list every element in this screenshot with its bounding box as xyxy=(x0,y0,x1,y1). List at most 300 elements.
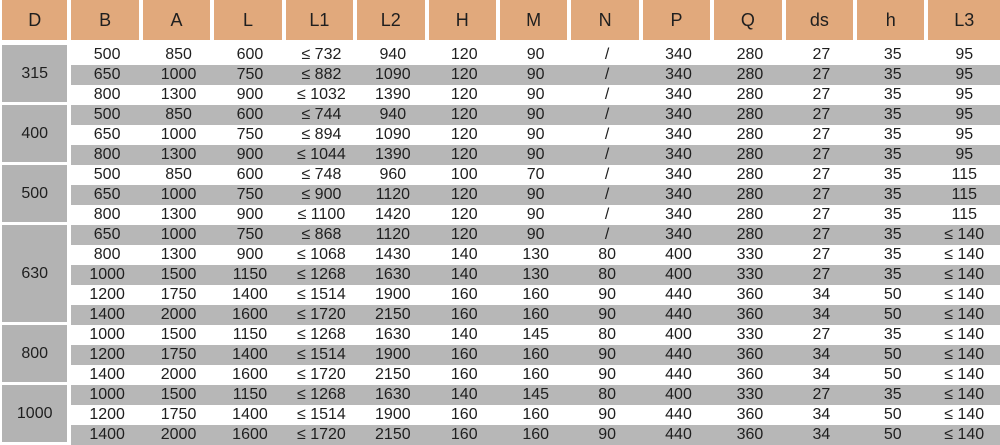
table-cell: 1000 xyxy=(71,265,142,285)
table-cell: 34 xyxy=(786,425,857,445)
table-cell: 27 xyxy=(786,205,857,225)
table-cell: 90 xyxy=(571,405,642,425)
table-cell: 1000 xyxy=(71,385,142,405)
table-cell: 440 xyxy=(643,425,714,445)
table-cell: 27 xyxy=(786,245,857,265)
table-cell: 130 xyxy=(500,245,571,265)
table-body xyxy=(0,45,1000,445)
table-cell: 340 xyxy=(643,105,714,125)
table-cell: 95 xyxy=(928,145,1000,165)
table-cell: 95 xyxy=(928,125,1000,145)
table-cell: ≤ 1068 xyxy=(286,245,357,265)
table-cell: ≤ 1720 xyxy=(286,365,357,385)
table-cell: 160 xyxy=(500,345,571,365)
table-cell: 27 xyxy=(786,225,857,245)
table-cell: 1120 xyxy=(357,185,428,205)
table-cell: 145 xyxy=(500,325,571,345)
table-cell: 115 xyxy=(928,185,1000,205)
table-cell: 130 xyxy=(500,265,571,285)
table-cell: 120 xyxy=(429,105,500,125)
table-row xyxy=(0,85,1000,105)
table-cell: 1120 xyxy=(357,225,428,245)
table-cell: 280 xyxy=(714,65,785,85)
table-cell: 90 xyxy=(571,305,642,325)
table-row xyxy=(0,105,1000,125)
column-header-a: A xyxy=(143,0,214,45)
table-cell: 50 xyxy=(857,425,928,445)
table-cell: 90 xyxy=(500,225,571,245)
table-cell: 27 xyxy=(786,65,857,85)
table-cell: 600 xyxy=(214,105,285,125)
table-cell: 1500 xyxy=(143,265,214,285)
table-cell: 280 xyxy=(714,125,785,145)
table-cell: ≤ 140 xyxy=(928,225,1000,245)
table-cell: 90 xyxy=(571,425,642,445)
table-cell: 280 xyxy=(714,165,785,185)
table-cell: 34 xyxy=(786,285,857,305)
table-cell: 35 xyxy=(857,45,928,65)
table-header xyxy=(0,0,1000,45)
table-cell: 330 xyxy=(714,385,785,405)
table-cell: 160 xyxy=(500,285,571,305)
table-cell: 90 xyxy=(500,205,571,225)
table-row xyxy=(0,125,1000,145)
table-cell: 280 xyxy=(714,45,785,65)
table-cell: 80 xyxy=(571,245,642,265)
table-cell: 750 xyxy=(214,185,285,205)
table-cell: 1400 xyxy=(214,345,285,365)
table-cell: 400 xyxy=(643,385,714,405)
table-cell: ≤ 1514 xyxy=(286,405,357,425)
table-cell: 160 xyxy=(429,425,500,445)
table-cell: 1400 xyxy=(214,405,285,425)
table-cell: 440 xyxy=(643,305,714,325)
table-cell: 360 xyxy=(714,285,785,305)
table-cell: 400 xyxy=(643,265,714,285)
table-cell: 2150 xyxy=(357,425,428,445)
table-cell: 34 xyxy=(786,365,857,385)
table-cell: 1200 xyxy=(71,345,142,365)
table-cell: 50 xyxy=(857,305,928,325)
table-cell: ≤ 140 xyxy=(928,285,1000,305)
table-cell: 120 xyxy=(429,65,500,85)
table-cell: 750 xyxy=(214,65,285,85)
table-cell: 340 xyxy=(643,45,714,65)
table-cell: 650 xyxy=(71,125,142,145)
table-cell: 1300 xyxy=(143,245,214,265)
table-cell: 50 xyxy=(857,345,928,365)
table-cell: / xyxy=(571,165,642,185)
table-cell: 35 xyxy=(857,185,928,205)
column-header-l2: L2 xyxy=(357,0,428,45)
table-cell: 650 xyxy=(71,185,142,205)
table-cell: 160 xyxy=(500,305,571,325)
table-cell: / xyxy=(571,65,642,85)
table-cell: 50 xyxy=(857,365,928,385)
table-cell: ≤ 894 xyxy=(286,125,357,145)
table-cell: 160 xyxy=(429,365,500,385)
table-cell: 650 xyxy=(71,225,142,245)
table-row xyxy=(0,205,1000,225)
table-cell: 2150 xyxy=(357,365,428,385)
table-cell: 35 xyxy=(857,205,928,225)
table-cell: 1500 xyxy=(143,325,214,345)
table-cell: 1600 xyxy=(214,365,285,385)
table-cell: 140 xyxy=(429,245,500,265)
table-cell: 35 xyxy=(857,145,928,165)
header-row xyxy=(0,0,1000,45)
table-cell: 280 xyxy=(714,105,785,125)
table-cell: / xyxy=(571,45,642,65)
group-cell-d: 630 xyxy=(0,225,71,325)
table-cell: 35 xyxy=(857,65,928,85)
table-row xyxy=(0,325,1000,345)
table-cell: 280 xyxy=(714,205,785,225)
column-header-l1: L1 xyxy=(286,0,357,45)
table-cell: 90 xyxy=(571,365,642,385)
table-cell: / xyxy=(571,225,642,245)
table-cell: ≤ 868 xyxy=(286,225,357,245)
table-cell: / xyxy=(571,125,642,145)
table-cell: 27 xyxy=(786,325,857,345)
column-header-h: h xyxy=(857,0,928,45)
table-cell: 1200 xyxy=(71,405,142,425)
table-cell: / xyxy=(571,85,642,105)
table-cell: ≤ 140 xyxy=(928,245,1000,265)
table-cell: 280 xyxy=(714,85,785,105)
table-cell: 1900 xyxy=(357,405,428,425)
table-cell: 850 xyxy=(143,45,214,65)
group-cell-d: 500 xyxy=(0,165,71,225)
table-cell: ≤ 140 xyxy=(928,305,1000,325)
table-cell: 1750 xyxy=(143,345,214,365)
table-cell: 2000 xyxy=(143,365,214,385)
table-cell: 1390 xyxy=(357,145,428,165)
table-cell: 1630 xyxy=(357,265,428,285)
table-cell: 280 xyxy=(714,225,785,245)
table-cell: 1150 xyxy=(214,385,285,405)
table-cell: 120 xyxy=(429,205,500,225)
table-cell: 1300 xyxy=(143,145,214,165)
table-cell: 2000 xyxy=(143,305,214,325)
table-cell: 1900 xyxy=(357,285,428,305)
table-cell: 1000 xyxy=(143,65,214,85)
table-cell: 35 xyxy=(857,245,928,265)
table-cell: 360 xyxy=(714,405,785,425)
table-cell: 160 xyxy=(429,305,500,325)
table-cell: 440 xyxy=(643,405,714,425)
group-cell-d: 800 xyxy=(0,325,71,385)
table-cell: 80 xyxy=(571,385,642,405)
table-cell: 330 xyxy=(714,265,785,285)
table-cell: ≤ 140 xyxy=(928,265,1000,285)
table-cell: 27 xyxy=(786,125,857,145)
table-cell: 1400 xyxy=(71,305,142,325)
table-cell: 115 xyxy=(928,165,1000,185)
table-cell: / xyxy=(571,205,642,225)
table-cell: 1900 xyxy=(357,345,428,365)
table-cell: 650 xyxy=(71,65,142,85)
table-row xyxy=(0,245,1000,265)
table-cell: 27 xyxy=(786,265,857,285)
table-cell: 940 xyxy=(357,105,428,125)
column-header-l: L xyxy=(214,0,285,45)
group-cell-d: 1000 xyxy=(0,385,71,445)
table-row xyxy=(0,285,1000,305)
table-cell: 400 xyxy=(643,325,714,345)
table-cell: 160 xyxy=(429,285,500,305)
table-cell: 140 xyxy=(429,265,500,285)
table-cell: ≤ 1268 xyxy=(286,325,357,345)
table-cell: ≤ 1044 xyxy=(286,145,357,165)
table-cell: ≤ 1720 xyxy=(286,305,357,325)
table-cell: 900 xyxy=(214,205,285,225)
table-cell: ≤ 140 xyxy=(928,365,1000,385)
table-cell: 500 xyxy=(71,165,142,185)
table-cell: 330 xyxy=(714,325,785,345)
table-cell: 330 xyxy=(714,245,785,265)
table-cell: 440 xyxy=(643,285,714,305)
table-cell: 95 xyxy=(928,105,1000,125)
table-cell: 940 xyxy=(357,45,428,65)
table-cell: 35 xyxy=(857,165,928,185)
table-cell: 50 xyxy=(857,285,928,305)
table-cell: 960 xyxy=(357,165,428,185)
table-cell: 90 xyxy=(500,105,571,125)
table-cell: 145 xyxy=(500,385,571,405)
table-cell: 160 xyxy=(500,425,571,445)
table-cell: 400 xyxy=(643,245,714,265)
table-cell: 120 xyxy=(429,85,500,105)
table-cell: 90 xyxy=(500,45,571,65)
table-cell: 2150 xyxy=(357,305,428,325)
table-cell: 340 xyxy=(643,65,714,85)
table-cell: 800 xyxy=(71,205,142,225)
table-cell: 500 xyxy=(71,45,142,65)
table-cell: 160 xyxy=(429,345,500,365)
table-row xyxy=(0,405,1000,425)
table-row xyxy=(0,65,1000,85)
table-cell: 360 xyxy=(714,425,785,445)
table-cell: 27 xyxy=(786,385,857,405)
table-cell: 35 xyxy=(857,325,928,345)
table-cell: 35 xyxy=(857,385,928,405)
column-header-d: D xyxy=(0,0,71,45)
table-cell: 1000 xyxy=(143,185,214,205)
table-cell: ≤ 140 xyxy=(928,405,1000,425)
table-cell: 35 xyxy=(857,225,928,245)
table-cell: 90 xyxy=(500,145,571,165)
table-cell: 35 xyxy=(857,105,928,125)
table-cell: 1630 xyxy=(357,385,428,405)
table-cell: ≤ 748 xyxy=(286,165,357,185)
column-header-ds: ds xyxy=(786,0,857,45)
table-cell: 120 xyxy=(429,125,500,145)
table-cell: 70 xyxy=(500,165,571,185)
table-cell: 27 xyxy=(786,45,857,65)
table-cell: 1090 xyxy=(357,65,428,85)
table-cell: 80 xyxy=(571,265,642,285)
table-cell: 1750 xyxy=(143,405,214,425)
table-cell: 1500 xyxy=(143,385,214,405)
table-row xyxy=(0,265,1000,285)
table-cell: 340 xyxy=(643,225,714,245)
table-cell: ≤ 900 xyxy=(286,185,357,205)
table-cell: 35 xyxy=(857,125,928,145)
table-cell: 90 xyxy=(500,125,571,145)
group-cell-d: 315 xyxy=(0,45,71,105)
table-cell: ≤ 140 xyxy=(928,325,1000,345)
column-header-n: N xyxy=(571,0,642,45)
table-cell: / xyxy=(571,145,642,165)
table-cell: ≤ 744 xyxy=(286,105,357,125)
table-cell: ≤ 1268 xyxy=(286,265,357,285)
table-cell: 90 xyxy=(500,85,571,105)
table-cell: 27 xyxy=(786,145,857,165)
table-cell: 1000 xyxy=(143,125,214,145)
table-cell: 1400 xyxy=(71,425,142,445)
table-cell: 440 xyxy=(643,345,714,365)
table-cell: 280 xyxy=(714,145,785,165)
table-cell: / xyxy=(571,105,642,125)
table-cell: 160 xyxy=(429,405,500,425)
table-cell: 95 xyxy=(928,45,1000,65)
column-header-p: P xyxy=(643,0,714,45)
table-cell: 500 xyxy=(71,105,142,125)
table-cell: 27 xyxy=(786,105,857,125)
table-cell: 340 xyxy=(643,85,714,105)
table-cell: 340 xyxy=(643,165,714,185)
table-cell: 2000 xyxy=(143,425,214,445)
table-cell: 1400 xyxy=(71,365,142,385)
table-cell: ≤ 1514 xyxy=(286,285,357,305)
table-row xyxy=(0,385,1000,405)
table-cell: 120 xyxy=(429,45,500,65)
table-cell: 360 xyxy=(714,365,785,385)
table-cell: 160 xyxy=(500,405,571,425)
table-cell: 360 xyxy=(714,305,785,325)
table-cell: 34 xyxy=(786,345,857,365)
table-cell: 27 xyxy=(786,185,857,205)
table-cell: / xyxy=(571,185,642,205)
table-cell: ≤ 140 xyxy=(928,425,1000,445)
column-header-l3: L3 xyxy=(928,0,1000,45)
table-cell: 140 xyxy=(429,325,500,345)
table-cell: 140 xyxy=(429,385,500,405)
table-cell: 90 xyxy=(571,285,642,305)
table-cell: 1150 xyxy=(214,325,285,345)
table-cell: 90 xyxy=(571,345,642,365)
table-cell: 800 xyxy=(71,245,142,265)
table-row xyxy=(0,185,1000,205)
table-cell: 280 xyxy=(714,185,785,205)
table-cell: 34 xyxy=(786,305,857,325)
table-cell: 360 xyxy=(714,345,785,365)
table-cell: 900 xyxy=(214,145,285,165)
table-cell: 1300 xyxy=(143,85,214,105)
table-cell: ≤ 882 xyxy=(286,65,357,85)
table-cell: 27 xyxy=(786,165,857,185)
table-cell: 340 xyxy=(643,125,714,145)
column-header-m: M xyxy=(500,0,571,45)
table-row xyxy=(0,305,1000,325)
table-cell: 750 xyxy=(214,225,285,245)
table-cell: ≤ 1514 xyxy=(286,345,357,365)
table-cell: 90 xyxy=(500,185,571,205)
table-row xyxy=(0,145,1000,165)
table-cell: 1420 xyxy=(357,205,428,225)
table-cell: 1430 xyxy=(357,245,428,265)
table-cell: 1400 xyxy=(214,285,285,305)
table-cell: 1000 xyxy=(143,225,214,245)
column-header-q: Q xyxy=(714,0,785,45)
table-cell: ≤ 1720 xyxy=(286,425,357,445)
table-cell: 120 xyxy=(429,225,500,245)
table-cell: 90 xyxy=(500,65,571,85)
table-cell: 600 xyxy=(214,165,285,185)
table-cell: 50 xyxy=(857,405,928,425)
table-cell: 850 xyxy=(143,105,214,125)
table-cell: 440 xyxy=(643,365,714,385)
table-row xyxy=(0,425,1000,445)
column-header-b: B xyxy=(71,0,142,45)
table-cell: 100 xyxy=(429,165,500,185)
table-cell: 120 xyxy=(429,185,500,205)
table-cell: 1390 xyxy=(357,85,428,105)
table-cell: 850 xyxy=(143,165,214,185)
table-cell: 27 xyxy=(786,85,857,105)
table-cell: 1600 xyxy=(214,305,285,325)
table-cell: 1600 xyxy=(214,425,285,445)
table-row xyxy=(0,365,1000,385)
table-cell: ≤ 140 xyxy=(928,385,1000,405)
table-cell: 900 xyxy=(214,85,285,105)
table-cell: ≤ 1268 xyxy=(286,385,357,405)
table-cell: 900 xyxy=(214,245,285,265)
table-cell: 800 xyxy=(71,145,142,165)
table-cell: 1000 xyxy=(71,325,142,345)
table-cell: 34 xyxy=(786,405,857,425)
table-cell: 95 xyxy=(928,65,1000,85)
table-cell: 115 xyxy=(928,205,1000,225)
table-cell: 160 xyxy=(500,365,571,385)
table-cell: 600 xyxy=(214,45,285,65)
group-cell-d: 400 xyxy=(0,105,71,165)
table-cell: 340 xyxy=(643,205,714,225)
table-cell: 35 xyxy=(857,265,928,285)
table-cell: 1630 xyxy=(357,325,428,345)
table-row xyxy=(0,45,1000,65)
table-cell: 120 xyxy=(429,145,500,165)
table-cell: 750 xyxy=(214,125,285,145)
table-row xyxy=(0,345,1000,365)
table-cell: 95 xyxy=(928,85,1000,105)
table-cell: 35 xyxy=(857,85,928,105)
table-cell: 80 xyxy=(571,325,642,345)
table-cell: 340 xyxy=(643,185,714,205)
table-cell: 1300 xyxy=(143,205,214,225)
table-cell: 1090 xyxy=(357,125,428,145)
table-cell: ≤ 140 xyxy=(928,345,1000,365)
table-cell: ≤ 1032 xyxy=(286,85,357,105)
column-header-h: H xyxy=(429,0,500,45)
table-cell: ≤ 1100 xyxy=(286,205,357,225)
table-cell: 1750 xyxy=(143,285,214,305)
table-cell: 1150 xyxy=(214,265,285,285)
table-row xyxy=(0,165,1000,185)
table-row xyxy=(0,225,1000,245)
table-cell: 800 xyxy=(71,85,142,105)
